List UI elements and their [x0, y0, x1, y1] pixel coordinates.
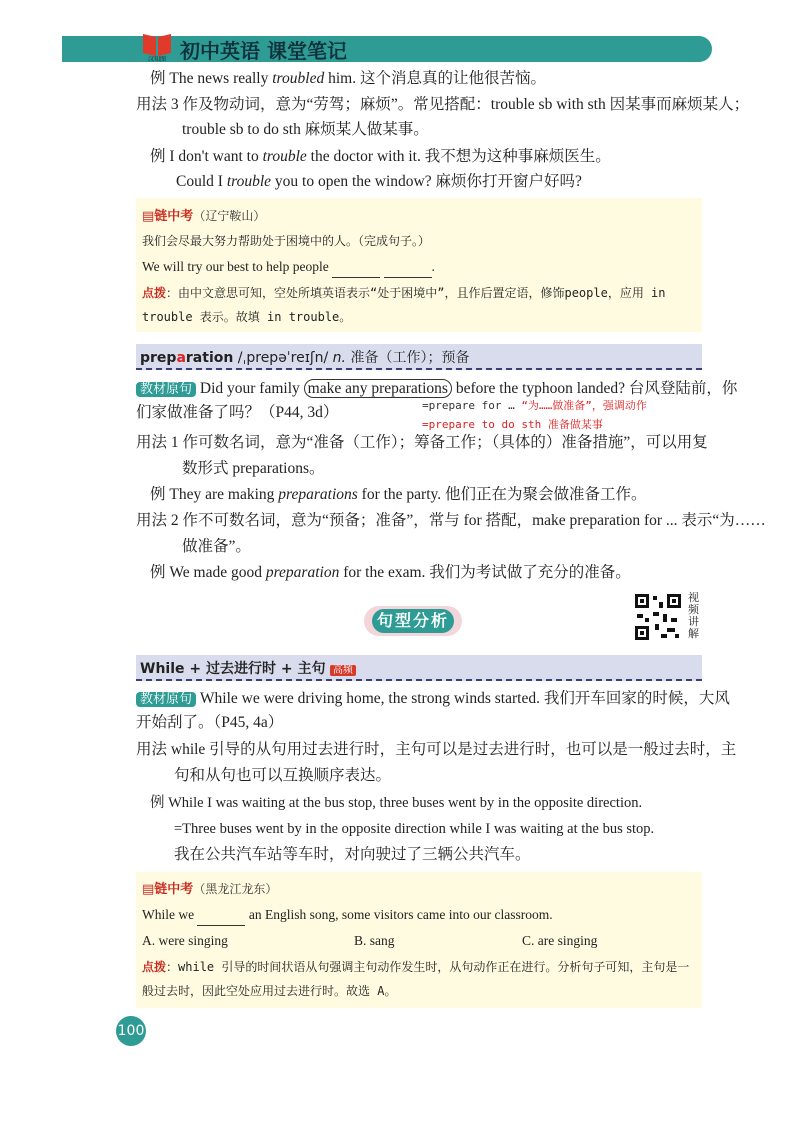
word-entry: preparation /ˌprepəˈreɪʃn/ n. 准备（工作）；预备	[140, 350, 470, 366]
header-title: 初中英语 课堂笔记	[180, 39, 347, 63]
textbook-tag: 教材原句	[136, 692, 196, 707]
example-line: =Three buses went by in the opposite direction while I was waiting at the bus stop.	[174, 821, 655, 837]
exam-link-title: ▤链中考（辽宁鞍山）	[142, 209, 266, 224]
handwritten-note: =prepare to do sth 准备做某事	[422, 418, 603, 431]
video-explain-label[interactable]: 视频讲解	[688, 591, 699, 640]
usage-line: 数形式 preparations。	[182, 460, 325, 477]
qr-code-icon[interactable]	[633, 592, 683, 642]
frequency-badge: 高频	[330, 665, 356, 676]
usage-line: trouble sb to do sth 麻烦某人做某事。	[182, 121, 429, 138]
svg-text:汉知图: 汉知图	[147, 56, 167, 62]
example-line: 例 I don't want to trouble the doctor with it. 我不想为这种事麻烦医生。	[150, 148, 611, 165]
example-line: 例 The news really troubled him. 这个消息真的让他很苦恼。	[150, 70, 546, 87]
book-logo-icon	[140, 30, 174, 62]
option-b[interactable]: B. sang	[354, 933, 395, 948]
exam-tip: 点拨：由中文意思可知，空处所填英语表示“处于困境中”，且作后置定语，修饰people，应用 in	[142, 286, 666, 300]
usage-line: 做准备”。	[182, 538, 251, 555]
usage-line: 用法 while 引导的从句用过去进行时，主句可以是过去进行时，也可以是一般过去时，主	[136, 741, 737, 758]
pattern-title: While + 过去进行时 + 主句 高频	[140, 658, 356, 678]
textbook-sentence-cont: 们家做准备了吗？（P44, 3d）	[136, 404, 339, 421]
exam-tip-cont: 般过去时，因此空处应用过去进行时。故选 A。	[142, 984, 397, 998]
textbook-tag: 教材原句	[136, 382, 196, 397]
usage-line: 用法 2 作不可数名词，意为“预备；准备”，常与 for 搭配，make preparation for ... 表示“为……	[136, 512, 766, 529]
usage-line: 句和从句也可以互换顺序表达。	[174, 767, 392, 784]
document-icon: ▤	[142, 209, 155, 224]
section-banner-label: 句型分析	[372, 609, 454, 633]
exam-tip: 点拨：while 引导的时间状语从句强调主句动作发生时，从句动作正在进行。分析句子可知，主句是一	[142, 960, 690, 974]
page-number: 100	[116, 1016, 146, 1046]
answer-blank[interactable]	[197, 913, 245, 926]
textbook-sentence: 教材原句 Did your family make any preparations before the typhoon landed? 台风登陆前，你	[136, 378, 737, 401]
exam-link-title: ▤链中考（黑龙江龙东）	[142, 882, 278, 897]
handwritten-note: =prepare for … “为……做准备”，强调动作	[422, 399, 647, 412]
exam-question: While we an English song, some visitors came into our classroom.	[142, 904, 553, 926]
exam-tip-cont: trouble 表示。故填 in trouble。	[142, 310, 352, 324]
example-line: 例 We made good preparation for the exam. 我们为考试做了充分的准备。	[150, 564, 631, 581]
exam-question: 我们会尽最大努力帮助处于困境中的人。（完成句子。）	[142, 234, 431, 248]
example-line: 例 While I was waiting at the bus stop, three buses went by in the opposite direction.	[150, 795, 643, 811]
usage-line: 用法 3 作及物动词，意为“劳驾；麻烦”。常见搭配：trouble sb with sth 因某事而麻烦某人；	[136, 96, 750, 113]
answer-blank[interactable]	[332, 265, 380, 278]
textbook-sentence-cont: 开始刮了。（P45, 4a）	[136, 714, 284, 731]
exam-sentence: We will try our best to help people .	[142, 256, 435, 278]
example-line: Could I trouble you to open the window? 麻烦你打开窗户好吗?	[176, 173, 582, 190]
document-icon: ▤	[142, 882, 155, 897]
example-line: 我在公共汽车站等车时，对向驶过了三辆公共汽车。	[174, 846, 531, 863]
example-line: 例 They are making preparations for the party. 他们正在为聚会做准备工作。	[150, 486, 647, 503]
answer-blank[interactable]	[384, 265, 432, 278]
usage-line: 用法 1 作可数名词，意为“准备（工作）；筹备工作；（具体的）准备措施”，可以用复	[136, 434, 708, 451]
option-c[interactable]: C. are singing	[522, 933, 598, 948]
option-a[interactable]: A. were singing	[142, 933, 228, 948]
textbook-sentence: 教材原句 While we were driving home, the strong winds started. 我们开车回家的时候，大风	[136, 688, 730, 711]
